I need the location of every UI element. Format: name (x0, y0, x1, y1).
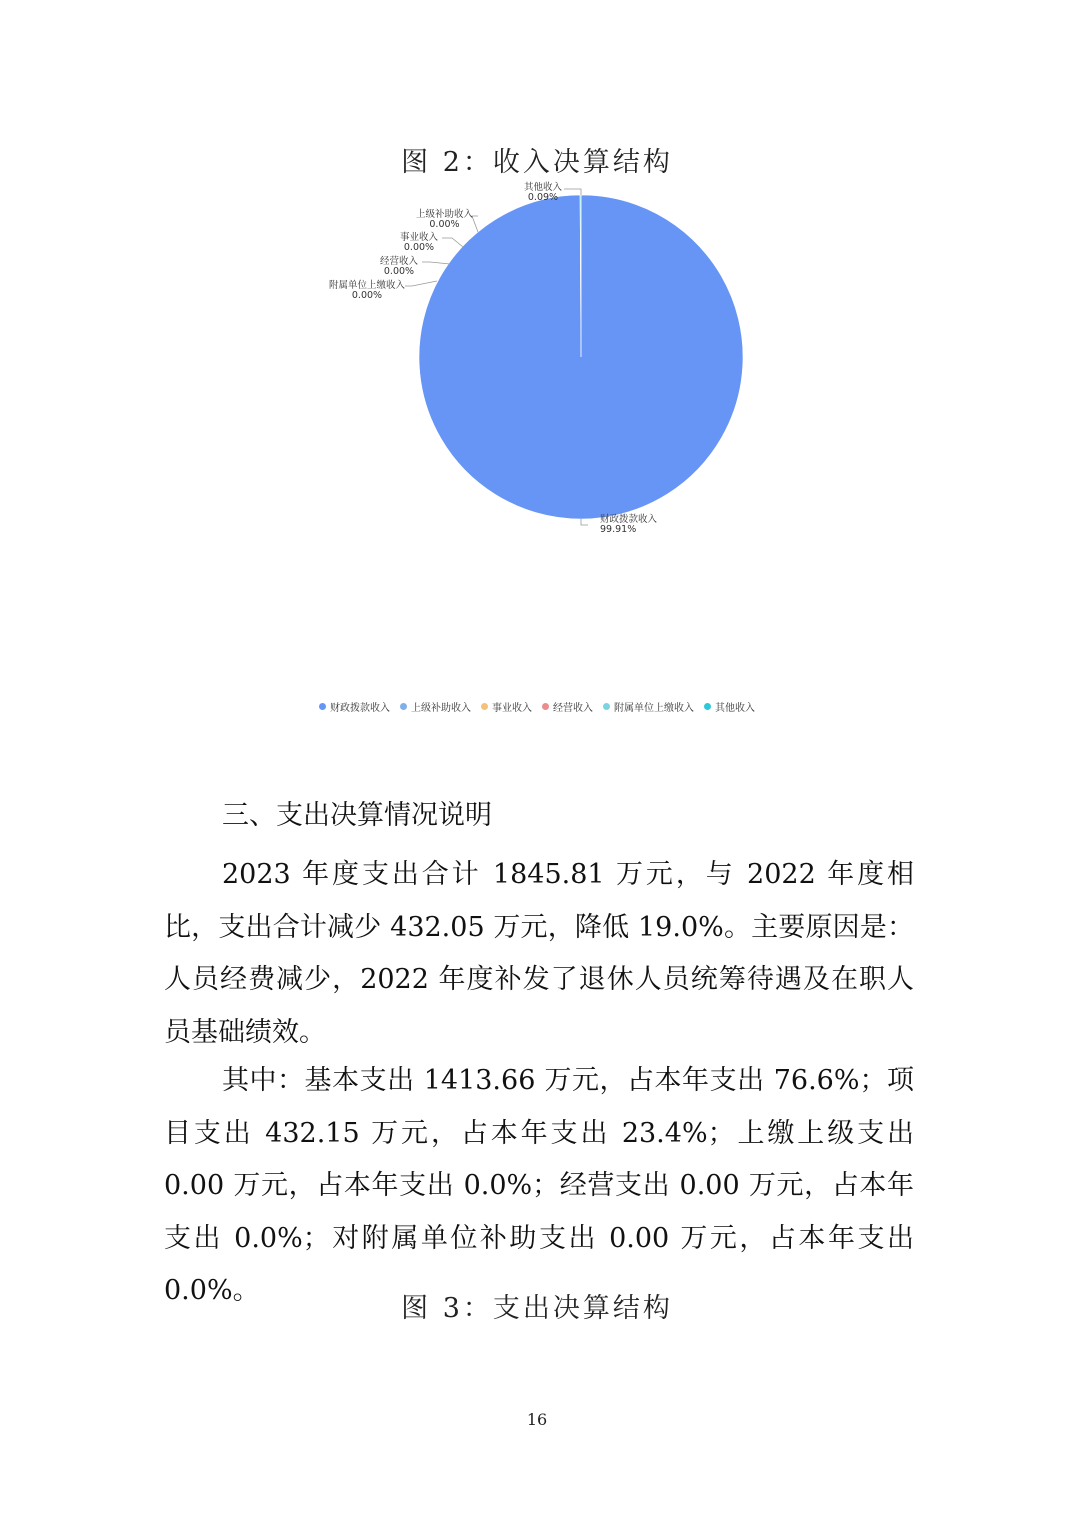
figure3-title: 图 3：支出决算结构 (401, 1293, 673, 1324)
legend-item-2 (400, 699, 471, 714)
figure2-title: 图 2：收入决算结构 (401, 147, 673, 178)
pie-label-name-5: 附属单位上缴收入 (328, 280, 405, 291)
income-pie-chart (300, 180, 780, 540)
pie-label-name-3: 事业收入 (399, 232, 438, 243)
legend-item-1 (319, 699, 390, 714)
pie-label-percent-3: 0.00% (403, 242, 435, 253)
legend-swatch (704, 703, 711, 710)
legend-item-6 (704, 699, 755, 714)
pie-leader-line-3 (442, 238, 463, 247)
legend-label: 财政拨款收入 (330, 703, 390, 714)
pie-label-percent-6: 0.09% (527, 192, 559, 203)
legend-item-3 (481, 699, 532, 714)
legend-item-4 (542, 699, 593, 714)
pie-label-percent-5: 0.00% (351, 290, 383, 301)
legend-swatch (400, 703, 407, 710)
page-number: 16 (526, 1410, 548, 1429)
legend-label: 其他收入 (715, 703, 755, 714)
chart-legend (0, 699, 1074, 714)
pie-slices (419, 195, 743, 519)
legend-label: 事业收入 (492, 703, 532, 714)
paragraph-1-text: 2023 年度支出合计 1845.81 万元，与 2022 年度相比，支出合计减少 432.05 万元，降低 19.0%。主要原因是：人员经费减少，2022 年度补发了退休人员统筹待遇及在职人员基础绩效。 (164, 859, 914, 1048)
pie-leader-line-1 (581, 519, 588, 525)
legend-swatch (481, 703, 488, 710)
legend-item-5 (603, 699, 694, 714)
section-heading: 三、支出决算情况说明 (222, 800, 492, 831)
legend-label: 上级补助收入 (411, 703, 471, 714)
pie-label-percent-4: 0.00% (383, 266, 415, 277)
pie-label-name-2: 上级补助收入 (415, 209, 473, 220)
pie-leader-line-4 (422, 262, 450, 264)
legend-label: 附属单位上缴收入 (614, 703, 694, 714)
paragraph-1 (164, 849, 914, 1059)
pie-label-name-6: 其他收入 (523, 182, 562, 193)
pie-label-name-1: 财政拨款收入 (600, 514, 658, 525)
pie-leader-line-5 (405, 281, 437, 286)
pie-label-percent-2: 0.00% (429, 219, 460, 230)
paragraph-2 (164, 1055, 914, 1318)
pie-leader-line-6 (564, 189, 581, 195)
legend-swatch (542, 703, 549, 710)
legend-label: 经营收入 (553, 703, 593, 714)
legend-swatch (319, 703, 326, 710)
pie-label-percent-1: 99.91% (600, 524, 637, 535)
legend-swatch (603, 703, 610, 710)
pie-label-name-4: 经营收入 (379, 256, 418, 267)
paragraph-2-text: 其中：基本支出 1413.66 万元，占本年支出 76.6%；项目支出 432.15 万元，占本年支出 23.4%；上缴上级支出 0.00 万元，占本年支出 0.0%；经营支出 0.00 万元，占本年支出 0.0%；对附属单位补助支出 0.00 万元，占本年支出 0.0%。 (164, 1065, 914, 1306)
